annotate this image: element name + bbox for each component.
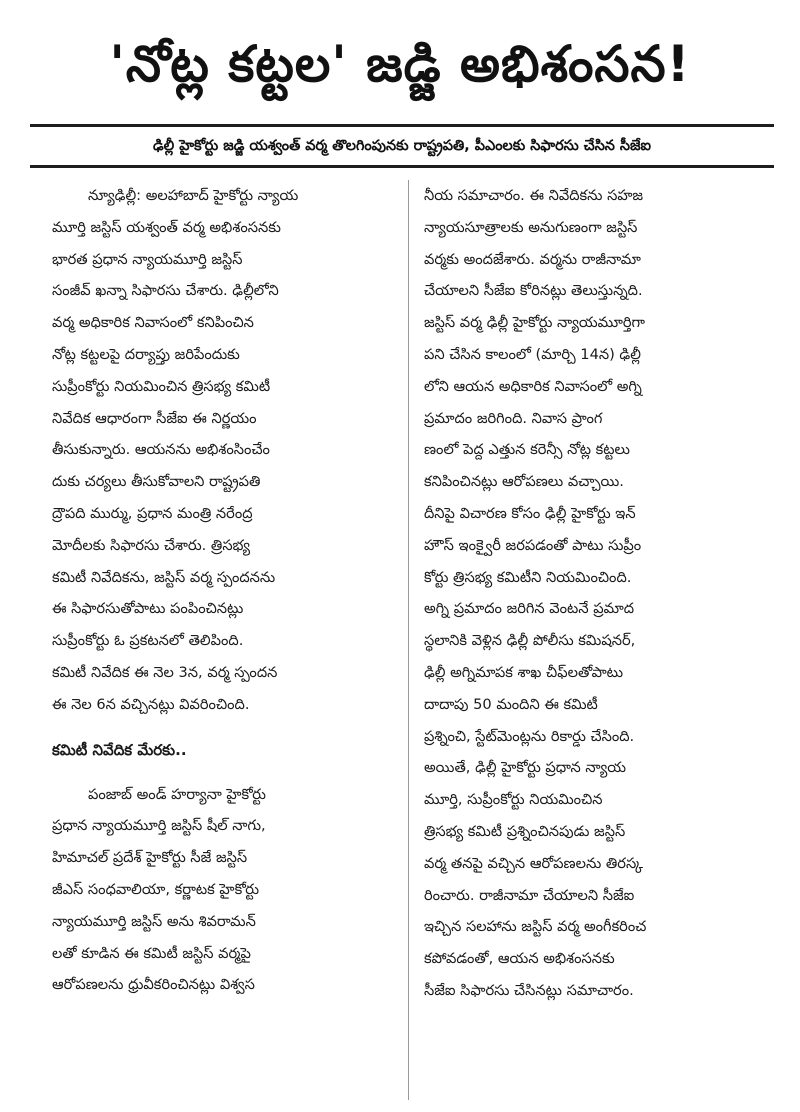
text-line: అగ్ని ప్రమాదం జరిగిన వెంటనే ప్రమాద <box>424 600 635 618</box>
text-line: కనిపించినట్లు ఆరోపణలు వచ్చాయి. <box>424 473 624 491</box>
text-line: కోర్టు త్రిసభ్య కమిటీని నియమించింది. <box>424 568 632 586</box>
text-line: మూర్తి జస్టిస్ యశ్వంత్ వర్మ అభిశంసనకు <box>52 218 281 236</box>
text-line: నివేదిక ఆధారంగా సీజేఐ ఈ నిర్ణయం <box>52 409 257 427</box>
text-line: ఆరోపణలను ధ్రువీకరించినట్లు విశ్వస <box>52 976 255 994</box>
subheadline-bottom-rule <box>30 165 774 168</box>
text-line: పని చేసిన కాలంలో (మార్చి 14న) ఢిల్లీ <box>424 345 641 363</box>
text-line: రించారు. రాజీనామా చేయాలని సీజేఐ <box>424 886 635 904</box>
text-line: భారత ప్రధాన న్యాయమూర్తి జస్టిస్ <box>52 250 243 268</box>
text-line: కపోవడంతో, ఆయన అభిశంసనకు <box>424 950 615 968</box>
left-paragraph-1 <box>52 180 392 721</box>
column-divider <box>408 180 409 1100</box>
text-line: ప్రధాన న్యాయమూర్తి జస్టిస్ షీల్ నాగు, <box>52 817 266 835</box>
text-line: నీయ సమాచారం. ఈ నివేదికను సహజ <box>424 187 644 204</box>
text-line: దీనిపై విచారణ కోసం ఢిల్లీ హైకోర్టు ఇన్ <box>424 504 636 522</box>
text-line: నోట్ల కట్టలపై దర్యాప్తు జరిపేందుకు <box>52 345 240 363</box>
text-line: అయితే, ఢిల్లీ హైకోర్టు ప్రధాన న్యాయ <box>424 759 627 777</box>
text-line: లోని ఆయన అధికారిక నివాసంలో అగ్ని <box>424 377 642 395</box>
text-line: ఈ నెల 6న వచ్చినట్లు వివరించింది. <box>52 695 250 713</box>
text-line: సంజీవ్ ఖన్నా సిఫారసు చేశారు. ఢిల్లీలోని <box>52 282 279 300</box>
left-paragraph-2 <box>52 779 392 1002</box>
subheadline: ఢిల్లీ హైకోర్టు జడ్జి యశ్వంత్ వర్మ తొలగింపునకు రాష్ట్రపతి, పీఎంలకు సిఫారసు చేసిన సీజేఐ <box>153 138 651 154</box>
text-line: ప్రశ్నించి, స్టేట్‌మెంట్లను రికార్డు చేసింది. <box>424 727 635 745</box>
text-line: న్యాయసూత్రాలకు అనుగుణంగా జస్టిస్ <box>424 218 638 236</box>
text-line: వర్మ అధికారిక నివాసంలో కనిపించిన <box>52 314 254 332</box>
text-line: న్యూఢిల్లీ: అలహాబాద్ హైకోర్టు న్యాయ <box>88 187 299 204</box>
text-line: సుప్రీంకోర్టు నియమించిన త్రిసభ్య కమిటీ <box>52 377 271 395</box>
text-line: తీసుకున్నారు. ఆయనను అభిశంసించేం <box>52 441 270 459</box>
text-line: కమిటీ నివేదిక ఈ నెల 3న, వర్మ స్పందన <box>52 663 278 681</box>
text-line: జీఎస్ సంధవాలియా, కర్ణాటక హైకోర్టు <box>52 880 259 898</box>
text-line: త్రిసభ్య కమిటీ ప్రశ్నించినపుడు జస్టిస్ <box>424 822 626 840</box>
right-paragraph <box>424 180 772 1007</box>
text-line: ప్రమాదం జరిగింది. నివాస ప్రాంగ <box>424 409 603 427</box>
text-line: వర్మ తనపై వచ్చిన ఆరోపణలను తిరస్క <box>424 854 644 872</box>
left-column <box>52 180 392 1001</box>
text-line: ఢిల్లీ అగ్నిమాపక శాఖ చీఫ్‌లతోపాటు <box>424 663 623 681</box>
subheadline-top-rule <box>30 124 774 127</box>
text-line: చేయాలని సీజేఐ కోరినట్లు తెలుస్తున్నది. <box>424 282 643 300</box>
text-line: కమిటీ నివేదికను, జస్టిస్ వర్మ స్పందనను <box>52 568 276 586</box>
text-line: ఈ సిఫారసుతోపాటు పంపించినట్లు <box>52 600 244 618</box>
right-column <box>424 180 772 1007</box>
text-line: పంజాబ్ అండ్ హర్యానా హైకోర్టు <box>88 785 266 803</box>
headline: 'నోట్ల కట్టల' జడ్జి అభిశంసన! <box>109 35 691 93</box>
text-line: న్యాయమూర్తి జస్టిస్ అను శివరామన్ <box>52 912 256 930</box>
text-line: హౌస్ ఇంక్వైరీ జరపడంతో పాటు సుప్రీం <box>424 536 642 554</box>
text-line: మూర్తి, సుప్రీంకోర్టు నియమించిన <box>424 791 603 809</box>
text-line: మోదీలకు సిఫారసు చేశారు. త్రిసభ్య <box>52 536 251 554</box>
text-line: సుప్రీంకోర్టు ఓ ప్రకటనలో తెలిపింది. <box>52 632 244 650</box>
text-line: దాదాపు 50 మందిని ఈ కమిటీ <box>424 695 598 713</box>
text-line: దుకు చర్యలు తీసుకోవాలని రాష్ట్రపతి <box>52 473 261 491</box>
text-line: సీజేఐ సిఫారసు చేసినట్లు సమాచారం. <box>424 981 634 999</box>
text-line: లతో కూడిన ఈ కమిటీ జస్టిస్ వర్మపై <box>52 944 251 962</box>
text-line: స్థలానికి వెళ్లిన ఢిల్లీ పోలీసు కమిషనర్, <box>424 632 636 650</box>
text-line: ద్రౌపది ముర్ము, ప్రధాన మంత్రి నరేంద్ర <box>52 504 253 522</box>
text-line: హిమాచల్ ప్రదేశ్ హైకోర్టు సీజే జస్టిస్ <box>52 849 248 867</box>
text-line: వర్మకు అందజేశారు. వర్మను రాజీనామా <box>424 250 641 268</box>
text-line: ఇచ్చిన సలహాను జస్టిస్ వర్మ అంగీకరించ <box>424 918 647 936</box>
text-line: ణంలో పెద్ద ఎత్తున కరెన్సీ నోట్ల కట్టలు <box>424 441 630 459</box>
text-line: జస్టిస్ వర్మ ఢిల్లీ హైకోర్టు న్యాయమూర్తిగా <box>424 314 645 332</box>
section-subhead: కమిటీ నివేదిక మేరకు.. <box>52 740 187 759</box>
